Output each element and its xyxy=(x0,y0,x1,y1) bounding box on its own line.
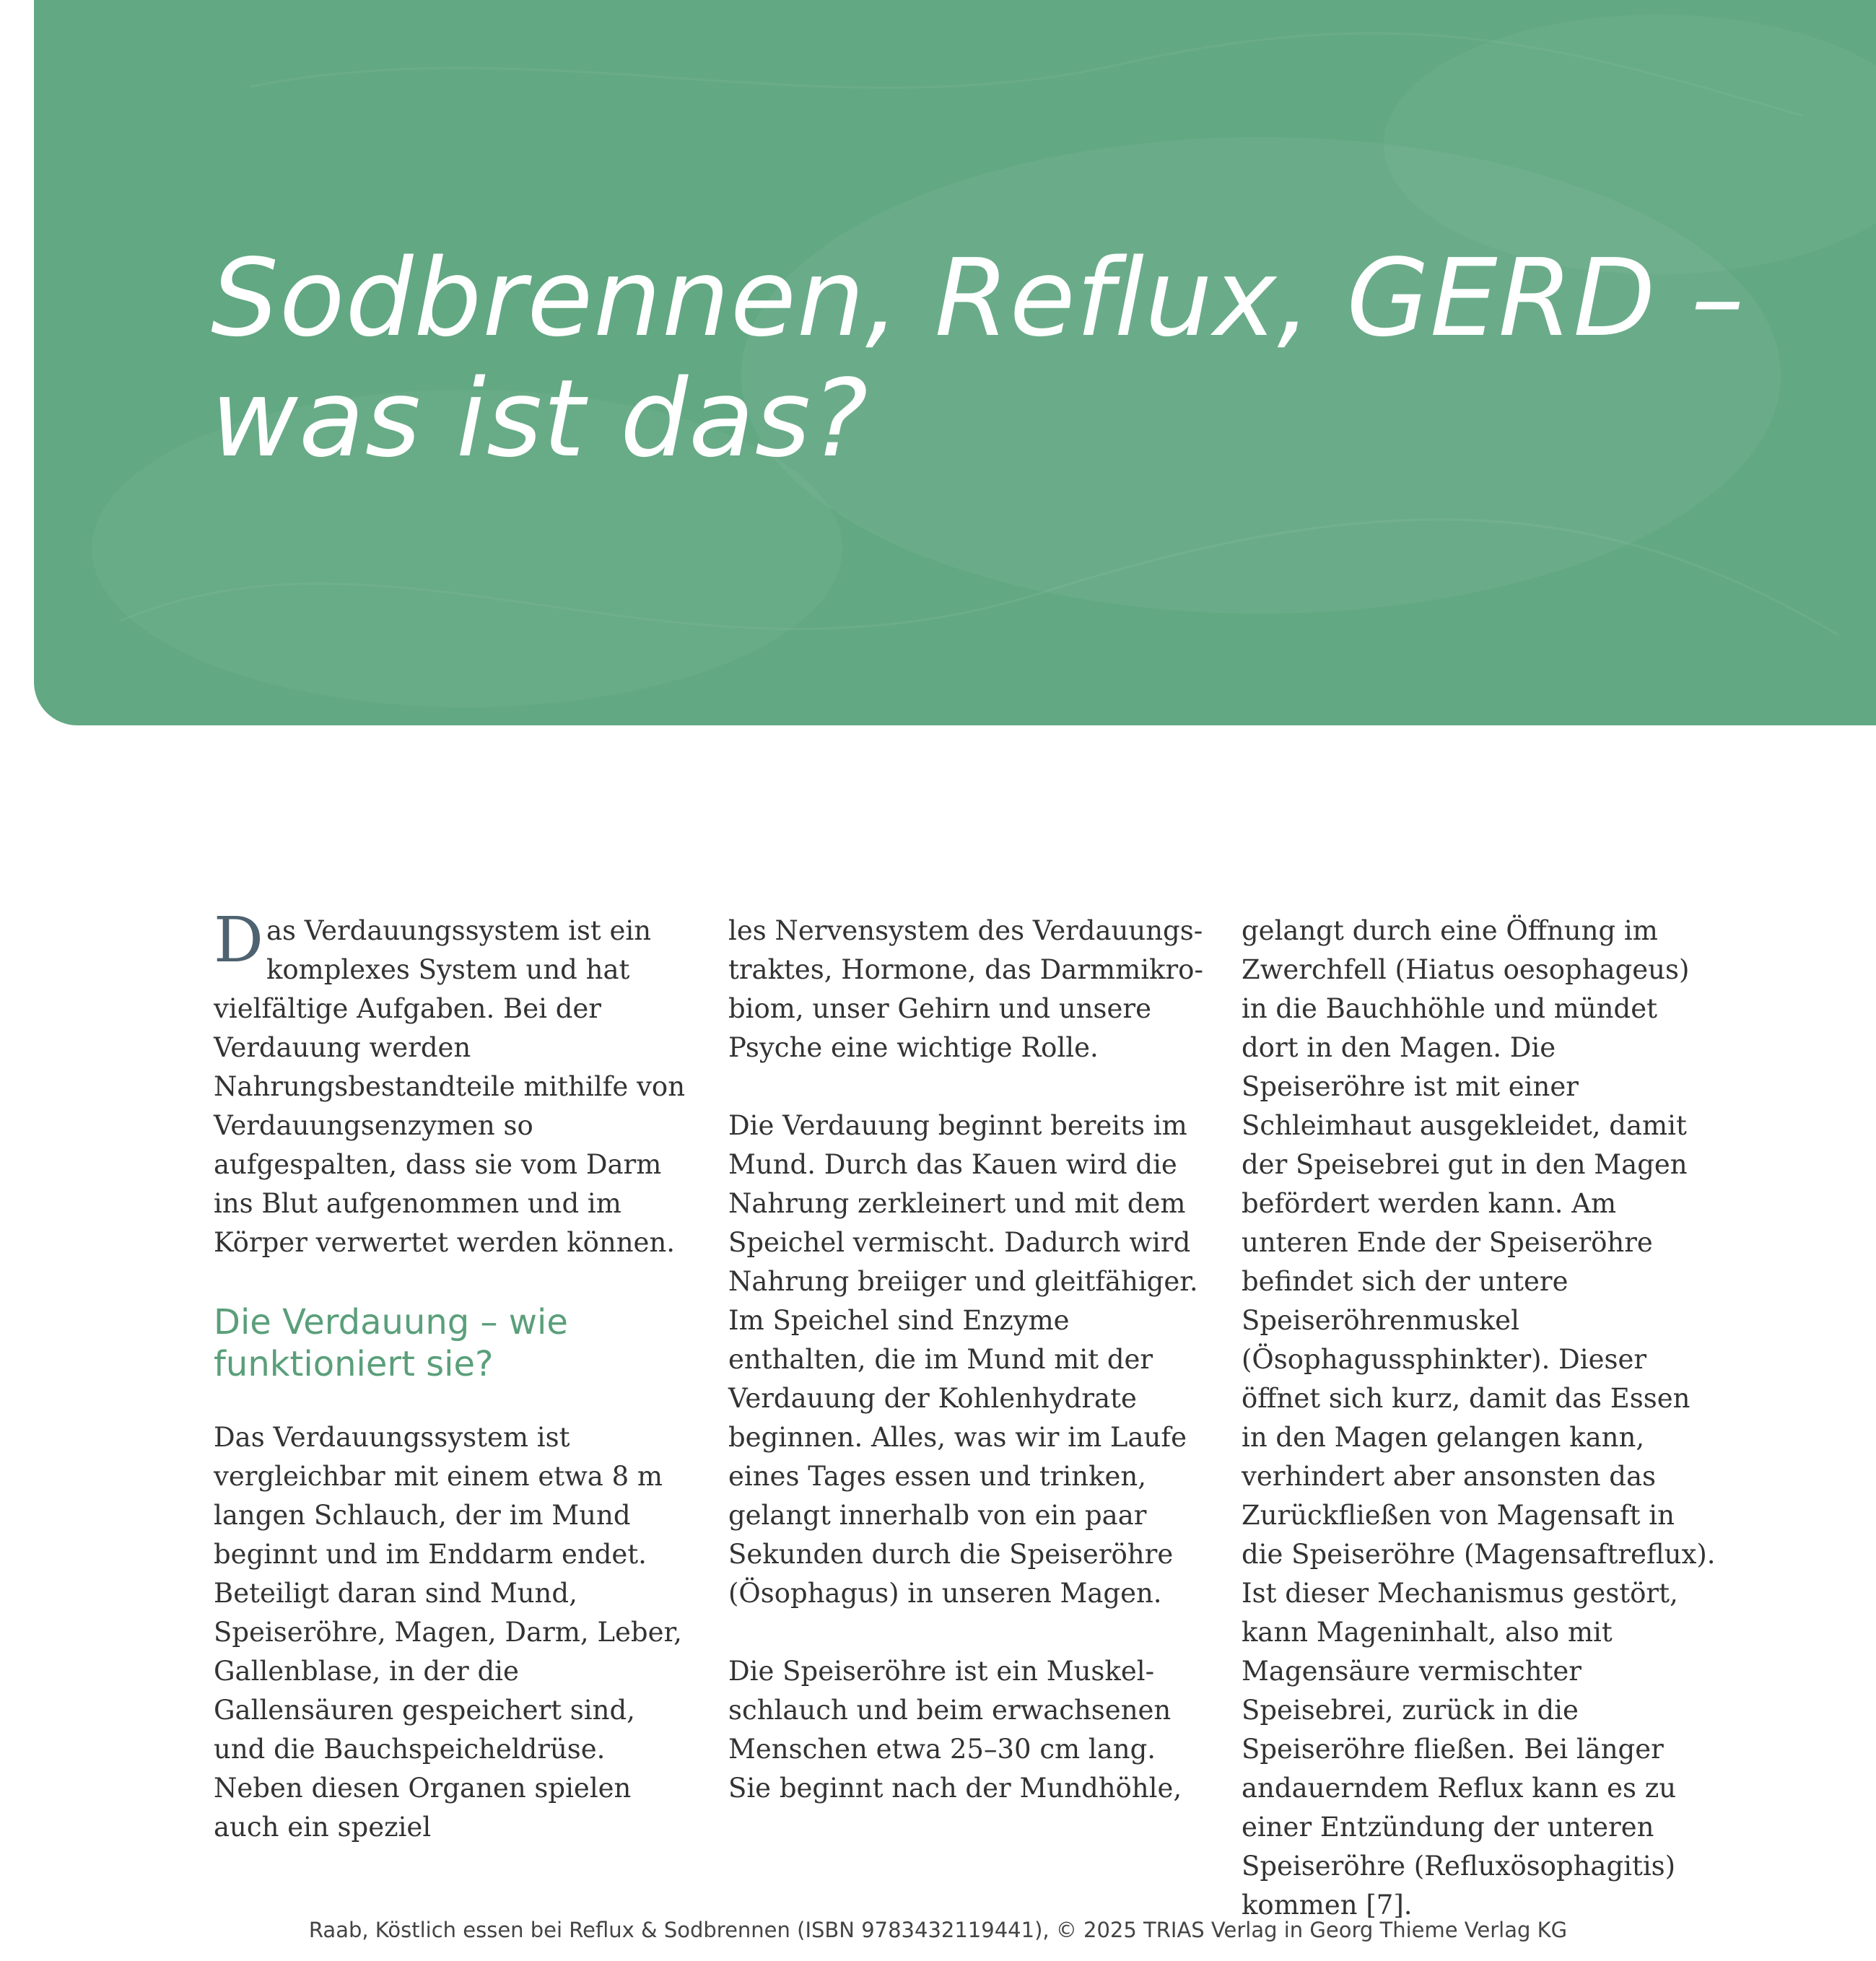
drop-cap: D xyxy=(214,904,263,977)
text-column-1 xyxy=(214,904,690,1847)
title-line-1: Sodbrennen, Reflux, GERD – xyxy=(211,236,1745,360)
body-paragraph: Das Verdauungssystem ist vergleichbar mit einem etwa 8 m langen Schlauch, der im Mund beginnt und im Enddarm endet. Beteiligt daran sind Mund, Speiseröhre, Magen, Darm, Leber, Gallenblase, in der die Gallensäuren gespeichert sind, und die Bauchspeicheldrüse. Neben diesen Organen spielen auch ein speziel xyxy=(214,1422,682,1843)
page-title xyxy=(211,238,1835,479)
body-paragraph: gelangt durch eine Öffnung im Zwerchfell (Hiatus oesophageus) in die Bauchhöhle und mündet dort in den Magen. Die Speiseröhre ist mit einer Schleimhaut ausgekleidet, damit der Speisebrei gut in den Magen befördert werden kann. Am unteren Ende der Speiseröhre befindet sich der untere Speiseröhrenmuskel (Ösophagussphinkter). Dieser öffnet sich kurz, damit das Essen in den Magen gelangen kann, verhindert aber ansonsten das Zurückfließen von Magensaft in die Speiseröhre (Magensaftreflux). Ist dieser Mechanismus gestört, kann Mageninhalt, also mit Magensäure vermischter Speisebrei, zurück in die Speiseröhre fließen. Bei länger andauerndem Reflux kann es zu einer Entzündung der unteren Speiseröhre (Refluxösophagitis) kommen [7]. xyxy=(1242,915,1716,1921)
body-paragraph: les Nervensystem des Verdauungstraktes, Hormone, das Darmmikrobiom, unser Gehirn und unsere Psyche eine wichtige Rolle. xyxy=(728,915,1203,1063)
body-paragraph: Die Speiseröhre ist ein Muskelschlauch und beim erwachsenen Menschen etwa 25–30 cm lang. Sie beginnt nach der Mundhöhle, xyxy=(728,1656,1182,1804)
text-column-2 xyxy=(728,912,1205,1808)
text-column-3 xyxy=(1242,912,1718,1925)
title-line-2: was ist das? xyxy=(211,357,869,481)
section-subheading: Die Verdauung – wie funktioniert sie? xyxy=(214,1302,568,1384)
intro-text: as Verdauungssystem ist ein komplexes System und hat vielfältige Aufgaben. Bei der Verdauung werden Nahrungsbestandteile mithilfe von Verdauungsenzymen so aufgespalten, dass sie vom Darm ins Blut aufgenommen und im Körper verwertet werden können. xyxy=(214,915,686,1258)
chapter-header-banner xyxy=(34,0,1876,725)
body-paragraph: Die Verdauung beginnt bereits im Mund. Durch das Kauen wird die Nahrung zerkleinert und mit dem Speichel vermischt. Dadurch wird Nahrung breiiger und gleitfähiger. Im Speichel sind Enzyme enthalten, die im Mund mit der Verdauung der Kohlenhydrate beginnen. Alles, was wir im Laufe eines Tages essen und trinken, gelangt innerhalb von ein paar Sekunden durch die Speiseröhre (Ösophagus) in unseren Magen. xyxy=(728,1110,1198,1609)
copyright-footer: Raab, Köstlich essen bei Reflux & Sodbrennen (ISBN 9783432119441), © 2025 TRIAS Verlag in Georg Thieme Verlag KG xyxy=(308,1918,1568,1942)
intro-paragraph xyxy=(214,904,690,1262)
